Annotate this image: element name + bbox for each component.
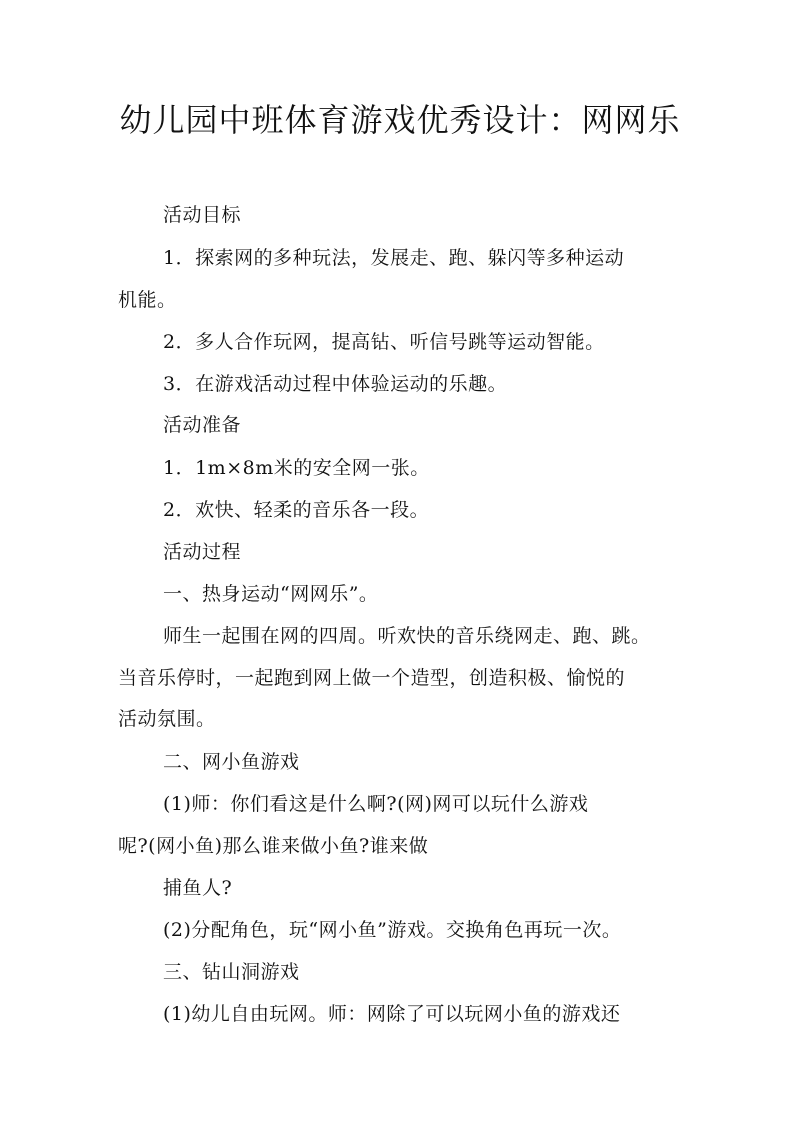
paragraph-line: 活动氛围。 [118, 708, 216, 730]
paragraph-line: 一、热身运动“网网乐”。 [163, 583, 379, 605]
paragraph-line: (1)师：你们看这是什么啊?(网)网可以玩什么游戏 [163, 793, 589, 815]
paragraph-line: 1．探索网的多种玩法，发展走、跑、躲闪等多种运动 [163, 247, 625, 269]
paragraph-line: (2)分配角色，玩“网小鱼”游戏。交换角色再玩一次。 [163, 919, 622, 941]
paragraph-line: 三、钻山洞游戏 [163, 961, 300, 983]
paragraph-line: 当音乐停时，一起跑到网上做一个造型，创造积极、愉悦的 [118, 667, 626, 689]
section-heading-process: 活动过程 [163, 541, 242, 563]
paragraph-line: (1)幼儿自由玩网。师：网除了可以玩网小鱼的游戏还 [163, 1003, 621, 1025]
paragraph-line: 捕鱼人? [163, 877, 233, 899]
paragraph-line: 2．多人合作玩网，提高钻、听信号跳等运动智能。 [163, 331, 605, 353]
paragraph-line: 师生一起围在网的四周。听欢快的音乐绕网走、跑、跳。 [163, 625, 651, 647]
paragraph-line: 2．欢快、轻柔的音乐各一段。 [163, 499, 430, 521]
document-title: 幼儿园中班体育游戏优秀设计：网网乐 [119, 101, 681, 139]
paragraph-line: 1．1m×8m米的安全网一张。 [163, 457, 430, 479]
section-heading-goals: 活动目标 [163, 204, 242, 226]
paragraph-line: 3．在游戏活动过程中体验运动的乐趣。 [163, 373, 508, 395]
section-heading-preparation: 活动准备 [163, 414, 242, 436]
paragraph-line: 呢?(网小鱼)那么谁来做小鱼?谁来做 [118, 835, 429, 857]
paragraph-line: 二、网小鱼游戏 [163, 751, 300, 773]
paragraph-line: 机能。 [118, 289, 177, 311]
